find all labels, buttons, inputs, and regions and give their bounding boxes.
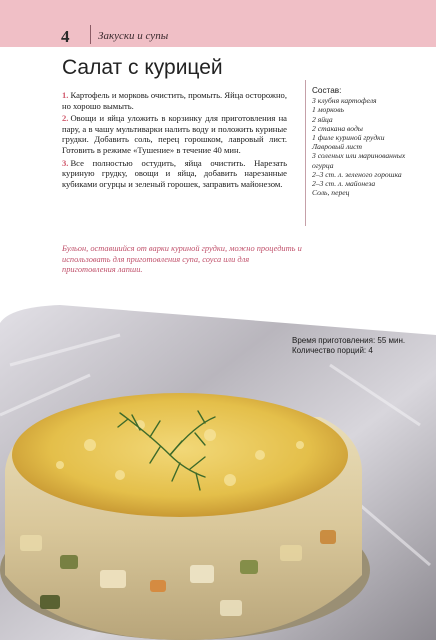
ingredient-item: Соль, перец (312, 188, 350, 198)
ingredient-item: 2–3 ст. л. майонеза (312, 179, 376, 189)
recipe-note: Бульон, оставшийся от варки куриной грудки, можно процедить и использовать для приготовления супа, соуса или для приготовления лапши. (62, 244, 302, 274)
ingredient-item: 2 стакана воды (312, 123, 363, 133)
step-text: Овощи и яйца уложить в корзинку для приготовления на пару, а в чашу мультиварки налить воду и положить куриные грудки. Добавить соль, перец горошком, лавровый лист. Готовить в режиме «Тушение» в течение 40 мин. (62, 113, 287, 155)
ingredient-item: 2–3 ст. л. зеленого горошка (312, 169, 402, 179)
page-number: 4 (61, 27, 70, 46)
recipe-meta (292, 336, 405, 356)
ingredients-list (312, 86, 422, 197)
header-divider (90, 25, 91, 44)
step-text: Все полностью остудить, яйца очистить. Нарезать куриную грудку, овощи и яйца, добавить нарезанные кубиками огурцы и зеленый горошек, заправить майонезом. (62, 157, 287, 189)
ingredient-item: 1 филе куриной грудки (312, 133, 385, 143)
recipe-title: Салат с курицей (62, 56, 223, 79)
recipe-steps (62, 90, 287, 191)
step-text: Картофель и морковь очистить, промыть. Яйца осторожно, но хорошо вымыть. (62, 90, 287, 111)
section-title: Закуски и супы (98, 30, 169, 42)
step-number: 1. (62, 90, 69, 100)
ingredient-item: Лавровый лист (312, 142, 362, 152)
ingredients-title: Состав: (312, 86, 342, 95)
ingredient-item: 3 клубня картофеля (312, 96, 377, 106)
step-number: 3. (62, 157, 69, 168)
step-3 (62, 158, 287, 190)
cooking-time: Время приготовления: 55 мин. (292, 336, 406, 345)
step-number: 2. (62, 113, 69, 124)
step-1 (62, 90, 287, 111)
ingredient-item: 1 морковь (312, 105, 344, 115)
ingredient-item: 3 соленых или маринованных огурца (312, 151, 406, 170)
ingredients-divider (305, 80, 306, 226)
step-2 (62, 113, 287, 155)
servings: Количество порций: 4 (292, 346, 373, 355)
ingredient-item: 2 яйца (312, 114, 333, 124)
